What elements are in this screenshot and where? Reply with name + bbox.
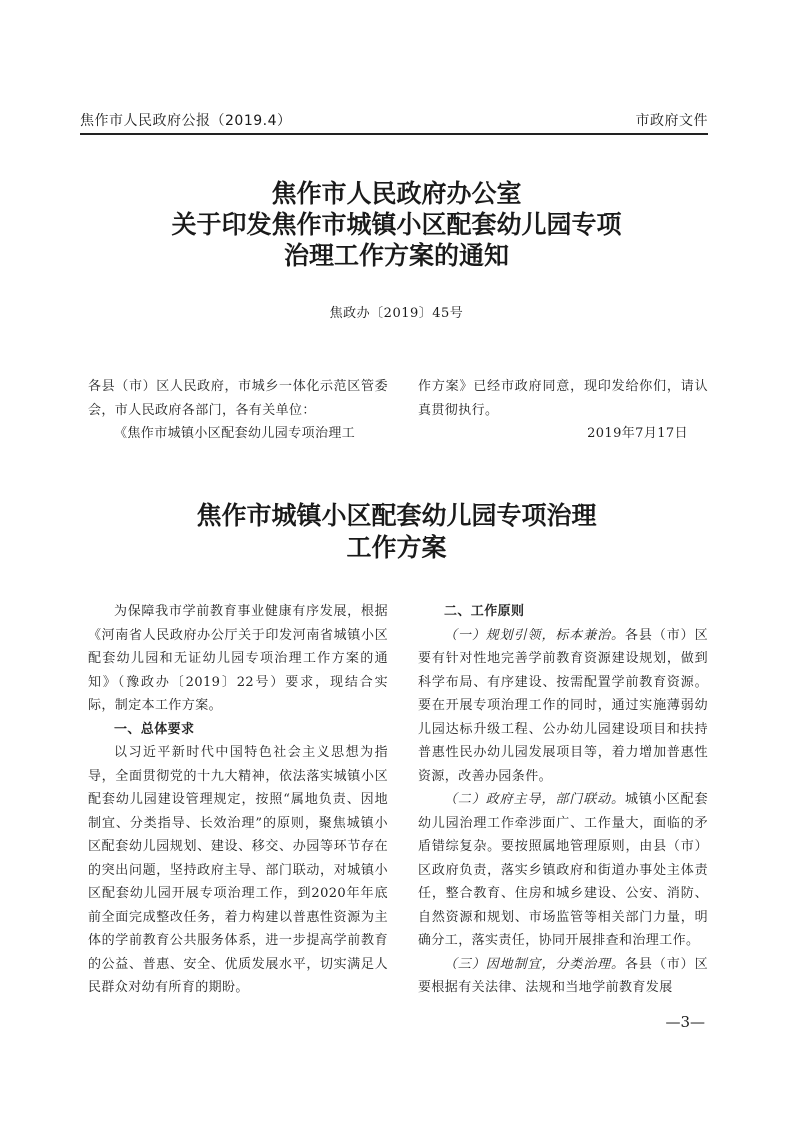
plan-body-right (418, 600, 708, 1000)
notice-title-line: 治理工作方案的通知 (283, 241, 509, 270)
salutation: 各县（市）区人民政府，市城乡一体化示范区管委会，市人民政府各部门，各有关单位： (88, 379, 388, 418)
section-heading: 一、总体要求 (114, 721, 195, 737)
principle-text: 各县（市）区要有针对性地完善学前教育资源建设规划，做到科学布局、有序建设、按需配置学前教育资源。要在开展专项治理工作的同时，通过实施薄弱幼儿园达标升级工程、公办幼儿园建设项目和扶持普惠性民办幼儿园发展项目等，着力增加普惠性资源，改善办园条件。 (418, 627, 708, 784)
plan-title-line: 焦作市城镇小区配套幼儿园专项治理 (196, 501, 597, 530)
principle-lead: （三）因地制宜，分类治理。 (444, 956, 625, 972)
page-number: —3— (665, 1013, 705, 1031)
plan-body-left (88, 600, 388, 1000)
section-label: 市政府文件 (635, 113, 708, 129)
header-divider (80, 133, 708, 135)
plan-title-line: 工作方案 (346, 533, 447, 562)
section-heading: 二、工作原则 (444, 604, 525, 619)
principle-text: 城镇小区配套幼儿园治理工作牵涉面广、工作量大，面临的矛盾错综复杂。要按照属地管理原则，由县（市）区政府负责，落实乡镇政府和街道办事处主体责任，整合教育、住房和城乡建设、公安、消防、自然资源和规划、市场监管等相关部门力量，明确分工，落实责任，协同开展排查和治理工作。 (418, 792, 708, 948)
notice-title-line: 关于印发焦作市城镇小区配套幼儿园专项 (171, 210, 622, 239)
plan-title (0, 500, 793, 564)
notice-body-right (418, 375, 708, 446)
principle-item (418, 953, 708, 1000)
notice-title (0, 178, 793, 271)
principle-lead: （一）规划引领，标本兼治。 (444, 627, 625, 643)
plan-intro-paragraph: 为保障我市学前教育事业健康有序发展，根据《河南省人民政府办公厅关于印发河南省城镇小区配套幼儿园和无证幼儿园专项治理工作方案的通知》（豫政办〔2019〕22号）要求，现结合实际，制定本工作方案。 (88, 604, 388, 713)
principle-item (418, 624, 708, 789)
notice-body-left (88, 375, 388, 446)
running-header (80, 108, 708, 132)
document-number: 焦政办〔2019〕45号 (329, 306, 464, 321)
section-paragraph: 以习近平新时代中国特色社会主义思想为指导，全面贯彻党的十九大精神，依法落实城镇小区配套幼儿园建设管理规定，按照“属地负责、因地制宜、分类指导、长效治理”的原则，聚焦城镇小区配套幼儿园规划、建设、移交、办园等环节存在的突出问题，坚持政府主导、部门联动，对城镇小区配套幼儿园开展专项治理工作，到2020年年底前全面完成整改任务，着力构建以普惠性资源为主体的学前教育公共服务体系，进一步提高学前教育的公益、普惠、安全、优质发展水平，切实满足人民群众对幼有所育的期盼。 (88, 745, 388, 995)
principle-text: 各县（市）区要根据有关法律、法规和当地学前教育发展 (418, 956, 708, 995)
notice-paragraph: 作方案》已经市政府同意，现印发给你们，请认真贯彻执行。 (418, 379, 708, 418)
notice-paragraph: 《焦作市城镇小区配套幼儿园专项治理工 (114, 426, 356, 441)
notice-date: 2019年7月17日 (587, 426, 688, 441)
principle-item (418, 788, 708, 953)
publication-name: 焦作市人民政府公报（2019.4） (80, 113, 292, 129)
principle-lead: （二）政府主导，部门联动。 (444, 792, 625, 807)
notice-title-line: 焦作市人民政府办公室 (271, 179, 522, 208)
